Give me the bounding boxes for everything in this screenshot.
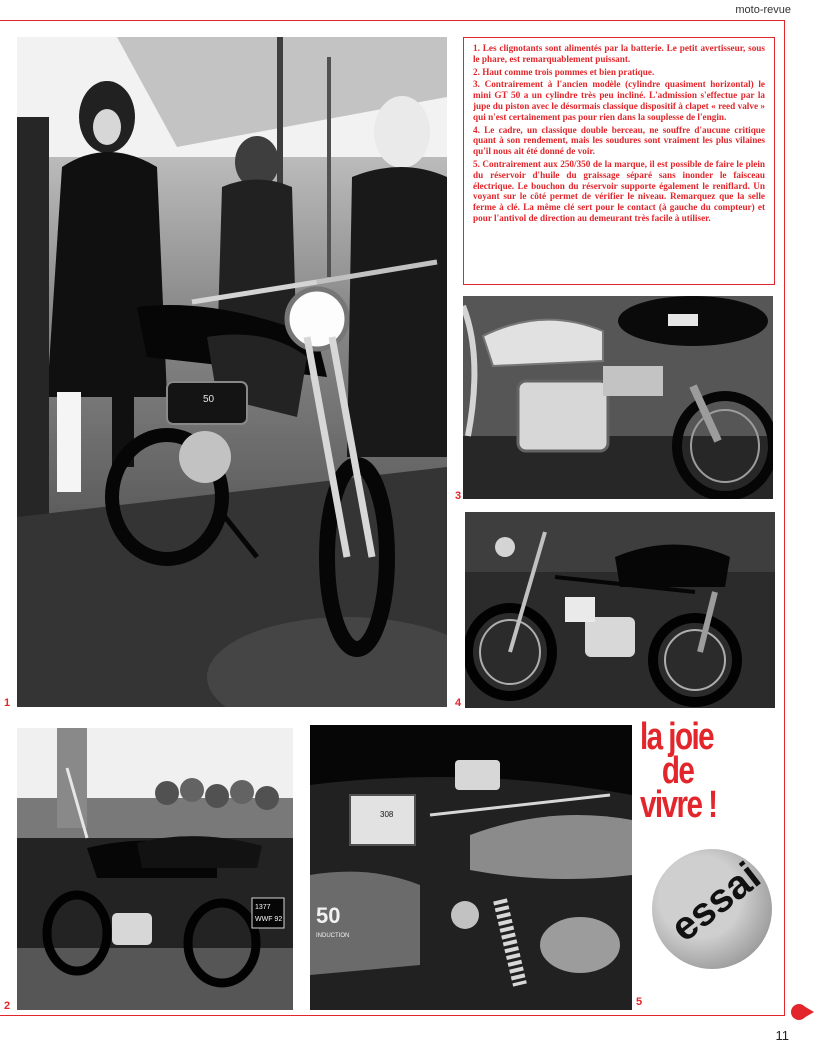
essai-badge-text: essai [662, 853, 769, 951]
photo-2-number: 2 [4, 1000, 11, 1012]
photo-5-tank-closeup [310, 725, 632, 1010]
caption-5: 5. Contrairement aux 250/350 de la marque, il est possible de faire le plein du réservoir d'huile du graissage séparé sans inonder le faisceau électrique. Le bouchon du réservoir supporte également le reniflard. Un voyant sur le côté permet de vérifier le niveau. Remarquez que la selle ferme à clé. La même clé sert pour le contact (à gauche du compteur) et pour l'antivol de direction au demeurant très facile à utiliser. [473, 158, 765, 223]
page-frame-right-rule [784, 20, 785, 1015]
page-frame-bottom-rule [0, 1015, 785, 1016]
photo-1-market-scene [17, 37, 447, 707]
caption-2: 2. Haut comme trois pommes et bien pratique. [473, 66, 655, 77]
next-page-arrow-icon [790, 1002, 816, 1022]
photo-5-induction-label: INDUCTION [316, 933, 350, 939]
photo-5-side-cover-number: 50 [316, 903, 341, 928]
title-line-2: de [661, 750, 694, 792]
photo-3-engine-closeup [463, 296, 773, 499]
photo-4-side-view [465, 512, 775, 708]
photo-2-plate-line-2: WWF 92 [255, 916, 283, 923]
photo-5-number: 5 [636, 996, 643, 1008]
title-line-1: la joie [640, 716, 714, 758]
caption-1: 1. Les clignotants sont alimentés par la batterie. Le petit avertisseur, sous le phare, est remarquablement puissant. [473, 43, 765, 64]
magazine-brand: moto-revue [735, 4, 791, 16]
article-title [640, 716, 749, 826]
photo-2-fruit-stall [17, 728, 293, 1010]
captions-box [463, 37, 775, 285]
photo-1-side-badge: 50 [203, 394, 215, 405]
page-frame-top-rule [0, 20, 785, 21]
photo-5-battery-label: 308 [380, 810, 394, 819]
caption-3: 3. Contrairement à l'ancien modèle (cylindre quasiment horizontal) le mini GT 50 a un cylindre très peu incliné. L'admission s'effectue par la jupe du piston avec le désormais classique dispositif à clapet « reed valve » qui n'est certainement pas pour rien dans la souplesse de l'engin. [473, 79, 765, 122]
photo-3-number: 3 [455, 490, 462, 502]
title-line-3: vivre ! [640, 784, 717, 826]
photo-1-number: 1 [4, 697, 11, 709]
page-number: 11 [775, 1028, 789, 1043]
caption-4: 4. Le cadre, un classique double berceau, ne souffre d'aucune critique quant à son rendement, mais les soudures sont vraiment les plus vilaines qu'il nous ait été donné de voir. [473, 124, 765, 157]
photo-2-plate-line-1: 1377 [255, 904, 271, 911]
photo-4-number: 4 [455, 697, 462, 709]
